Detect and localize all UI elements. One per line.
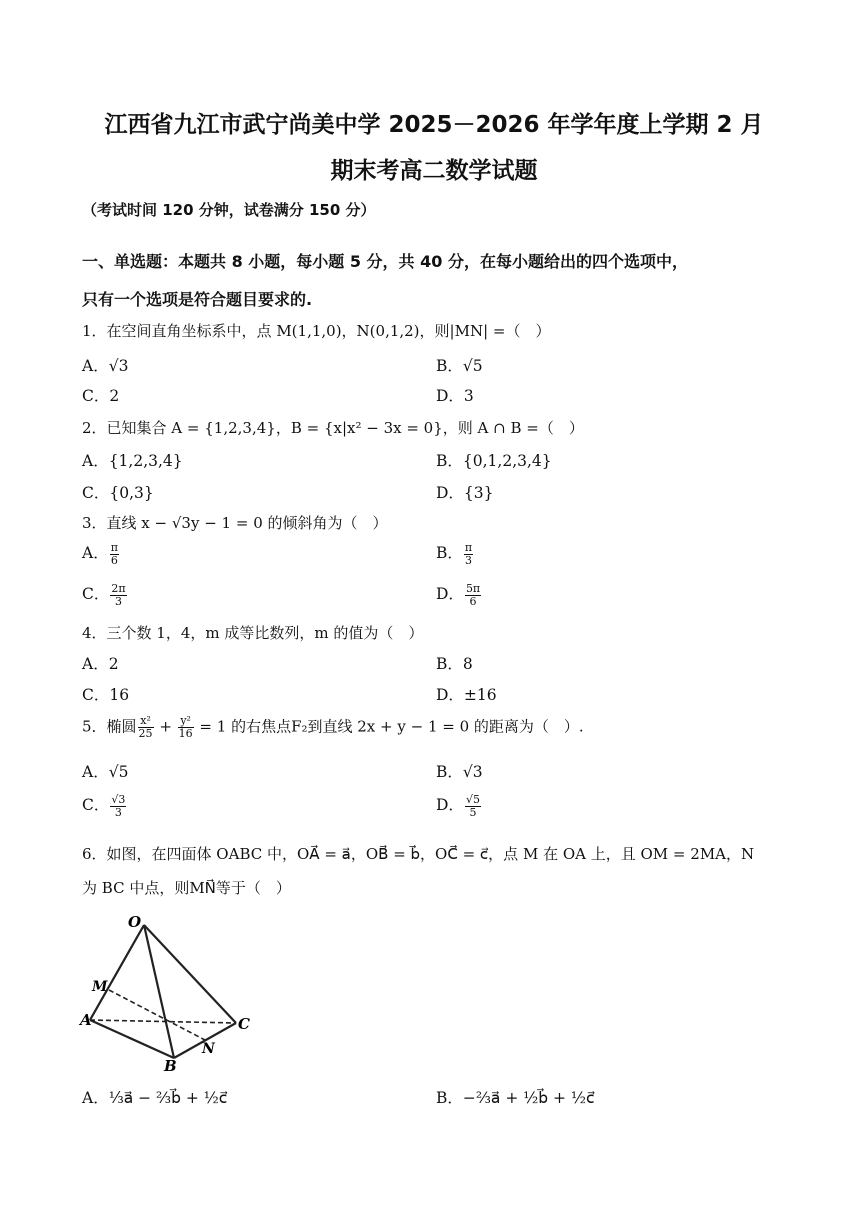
label-b: B bbox=[164, 1057, 177, 1073]
edge-ab bbox=[90, 1020, 174, 1058]
q3-b-fraction: $\frac{\pi}{3}$ bbox=[464, 540, 473, 567]
question-2-stem: 2．已知集合 A = {1,2,3,4}，B = {x|x² − 3x = 0}，则 A ∩ B =（ ） bbox=[82, 419, 584, 437]
question-4-stem: 4．三个数 1，4，m 成等比数列，m 的值为（ ） bbox=[82, 624, 424, 642]
q3-a-fraction: $\frac{\pi}{6}$ bbox=[110, 540, 118, 567]
q6-option-a: A．⅓a⃗ − ⅔b⃗ + ½c⃗ bbox=[82, 1089, 228, 1107]
q1-option-a: A．√3 bbox=[82, 357, 129, 375]
exam-note: （考试时间 120 分钟，试卷满分 150 分） bbox=[82, 201, 376, 219]
label-o: O bbox=[128, 913, 142, 931]
q6-option-b: B．−⅔a⃗ + ½b⃗ + ½c⃗ bbox=[436, 1089, 595, 1107]
q1-option-d: D．3 bbox=[436, 387, 474, 405]
segment-mn bbox=[109, 990, 205, 1040]
q5-option-b: B．√3 bbox=[436, 763, 483, 781]
label-c: C bbox=[238, 1015, 250, 1033]
q3-option-a: A． $\frac{\pi}{6}$ bbox=[82, 540, 118, 567]
q5-fraction-x: $\frac{\text{x²}}{25}$ bbox=[138, 714, 153, 740]
q5-c-fraction: $\frac{√3}{3}$ bbox=[111, 792, 126, 819]
label-a: A bbox=[80, 1011, 92, 1029]
q5-option-a: A．√5 bbox=[82, 763, 129, 781]
q1-option-c: C．2 bbox=[82, 387, 120, 405]
question-5-stem: 5．椭圆 $\frac{\text{x²}}{25}$ + $\frac{\text{y²}}{16}$ = 1 的右焦点F₂到直线 2x + y − 1 = 0 的距离为（ ）. bbox=[82, 714, 584, 740]
edge-oa bbox=[90, 925, 144, 1020]
q3-option-d: D． $\frac{5\pi}{6}$ bbox=[436, 581, 481, 608]
q5-option-d: D． $\frac{√5}{5}$ bbox=[436, 792, 480, 819]
q3-c-fraction: $\frac{2\pi}{3}$ bbox=[111, 581, 126, 608]
question-6-stem-line1: 6．如图，在四面体 OABC 中，OA⃗ = a⃗，OB⃗ = b⃗，OC⃗ = c⃗，点 M 在 OA 上，且 OM = 2MA，N bbox=[82, 845, 755, 863]
q2-option-d: D．{3} bbox=[436, 484, 494, 502]
edge-ob bbox=[144, 925, 174, 1058]
edge-oc bbox=[144, 925, 236, 1023]
section-heading-line1: 一、单选题：本题共 8 小题，每小题 5 分，共 40 分，在每小题给出的四个选项中， bbox=[82, 252, 688, 271]
q4-option-a: A．2 bbox=[82, 655, 119, 673]
exam-title-line1: 江西省九江市武宁尚美中学 2025－2026 年学年度上学期 2 月 bbox=[104, 112, 764, 138]
section-heading-line2: 只有一个选项是符合题目要求的. bbox=[82, 290, 313, 309]
q2-option-c: C．{0,3} bbox=[82, 484, 154, 502]
question-1-stem: 1．在空间直角坐标系中，点 M(1,1,0)，N(0,1,2)，则|MN| =（ ） bbox=[82, 322, 551, 340]
question-6-stem-line2: 为 BC 中点，则MN⃗等于（ ） bbox=[82, 879, 291, 897]
q1-option-b: B．√5 bbox=[436, 357, 483, 375]
tetrahedron-figure bbox=[78, 913, 268, 1073]
q4-option-c: C．16 bbox=[82, 686, 130, 704]
question-3-stem: 3．直线 x − √3y − 1 = 0 的倾斜角为（ ） bbox=[82, 514, 388, 532]
q2-option-a: A．{1,2,3,4} bbox=[82, 452, 183, 470]
q3-option-c: C． $\frac{2\pi}{3}$ bbox=[82, 581, 126, 608]
q4-option-b: B．8 bbox=[436, 655, 473, 673]
q3-d-fraction: $\frac{5\pi}{6}$ bbox=[465, 581, 481, 608]
label-m: M bbox=[92, 979, 108, 995]
q5-d-fraction: $\frac{√5}{5}$ bbox=[465, 792, 480, 819]
q5-option-c: C． $\frac{√3}{3}$ bbox=[82, 792, 126, 819]
q4-option-d: D．±16 bbox=[436, 686, 497, 704]
label-n: N bbox=[202, 1041, 215, 1057]
q2-option-b: B．{0,1,2,3,4} bbox=[436, 452, 552, 470]
edge-ac-hidden bbox=[90, 1020, 236, 1023]
exam-title-line2: 期末考高二数学试题 bbox=[330, 158, 538, 184]
q3-option-b: B． $\frac{\pi}{3}$ bbox=[436, 540, 473, 567]
q5-fraction-y: $\frac{\text{y²}}{16}$ bbox=[178, 714, 193, 740]
